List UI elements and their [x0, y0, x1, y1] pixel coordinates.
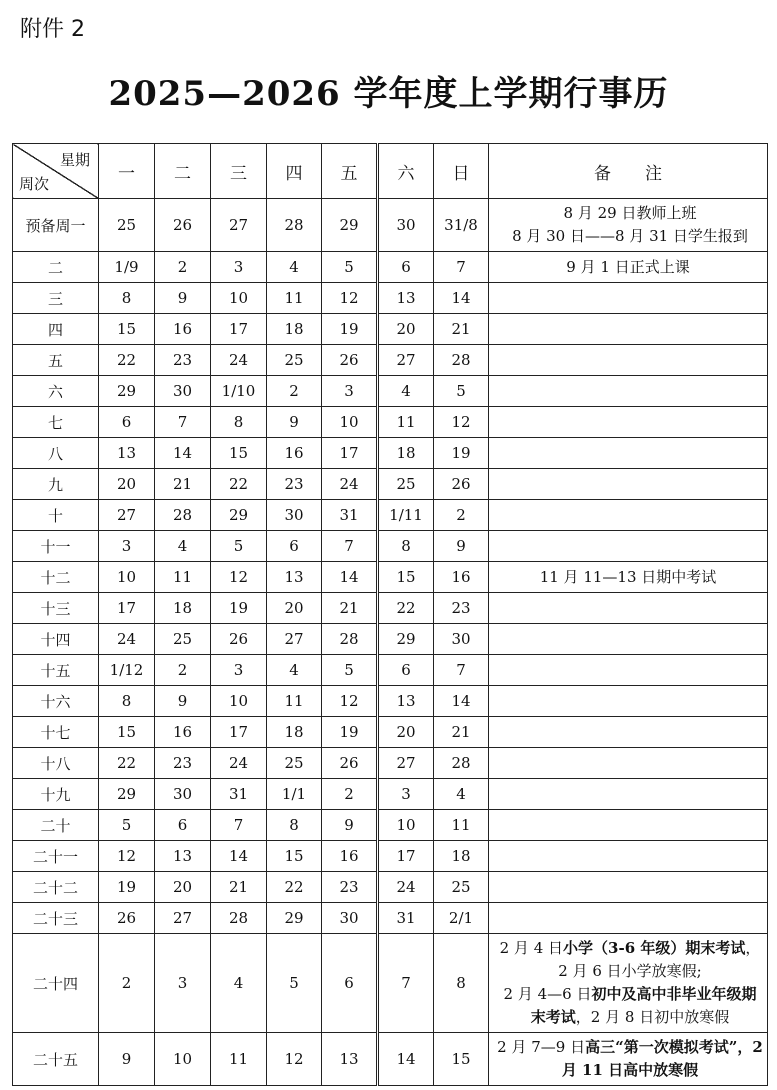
note-line: 9 月 1 日正式上课: [566, 258, 690, 276]
date-cell: 8: [378, 531, 434, 562]
week-number-cell: 二十五: [13, 1033, 99, 1086]
week-number-cell: 八: [13, 438, 99, 469]
date-cell: 8: [434, 934, 489, 1033]
note-bold: 高三“第一次模拟考试”，2 月 11 日高中放寒假: [561, 1038, 763, 1079]
date-cell: 24: [378, 872, 434, 903]
table-row: [13, 531, 768, 562]
note-cell: [489, 345, 768, 376]
date-cell: 25: [99, 199, 155, 252]
date-cell: 11: [434, 810, 489, 841]
date-cell: 16: [322, 841, 378, 872]
date-cell: 22: [211, 469, 267, 500]
week-number-cell: 十二: [13, 562, 99, 593]
date-cell: 19: [99, 872, 155, 903]
date-cell: 9: [155, 283, 211, 314]
note-cell: [489, 934, 768, 1033]
week-number-cell: 二十三: [13, 903, 99, 934]
note-cell: [489, 376, 768, 407]
note-bold: 小学（3-6 年级）期末考试: [563, 939, 746, 957]
note-cell: [489, 500, 768, 531]
date-cell: 5: [99, 810, 155, 841]
date-cell: 10: [378, 810, 434, 841]
week-label: 周次: [19, 175, 50, 193]
note-text: ，2 月 8 日初中放寒假: [575, 1008, 730, 1026]
date-cell: 19: [434, 438, 489, 469]
date-cell: 7: [211, 810, 267, 841]
date-cell: 24: [322, 469, 378, 500]
date-cell: 1/12: [99, 655, 155, 686]
weekday-label: 星期: [59, 151, 90, 169]
date-cell: 9: [434, 531, 489, 562]
date-cell: 3: [378, 779, 434, 810]
date-cell: 18: [267, 717, 322, 748]
date-cell: 19: [211, 593, 267, 624]
date-cell: 8: [99, 283, 155, 314]
date-cell: 15: [99, 314, 155, 345]
date-cell: 5: [211, 531, 267, 562]
date-cell: 10: [211, 686, 267, 717]
date-cell: 25: [378, 469, 434, 500]
date-cell: 18: [434, 841, 489, 872]
date-cell: 29: [99, 376, 155, 407]
date-cell: 26: [155, 199, 211, 252]
header-day-tue: 二: [155, 144, 211, 199]
date-cell: 12: [267, 1033, 322, 1086]
date-cell: 14: [434, 283, 489, 314]
week-number-cell: 七: [13, 407, 99, 438]
week-number-cell: 十三: [13, 593, 99, 624]
table-row: [13, 438, 768, 469]
note-cell: [489, 199, 768, 252]
date-cell: 3: [211, 252, 267, 283]
table-row: [13, 841, 768, 872]
date-cell: 1/11: [378, 500, 434, 531]
note-cell: [489, 469, 768, 500]
date-cell: 3: [155, 934, 211, 1033]
date-cell: 17: [322, 438, 378, 469]
date-cell: 12: [211, 562, 267, 593]
date-cell: 5: [267, 934, 322, 1033]
date-cell: 31: [211, 779, 267, 810]
date-cell: 24: [99, 624, 155, 655]
date-cell: 4: [378, 376, 434, 407]
calendar-table: [12, 143, 768, 1086]
date-cell: 28: [322, 624, 378, 655]
date-cell: 11: [267, 686, 322, 717]
week-number-cell: 二十: [13, 810, 99, 841]
date-cell: 27: [267, 624, 322, 655]
date-cell: 2: [267, 376, 322, 407]
note-line: 11 月 11—13 日期中考试: [539, 568, 717, 586]
date-cell: 28: [267, 199, 322, 252]
date-cell: 30: [155, 376, 211, 407]
date-cell: 21: [434, 314, 489, 345]
date-cell: 27: [211, 199, 267, 252]
date-cell: 4: [434, 779, 489, 810]
date-cell: 2: [322, 779, 378, 810]
date-cell: 31/8: [434, 199, 489, 252]
note-cell: [489, 283, 768, 314]
date-cell: 7: [434, 655, 489, 686]
header-diagonal-cell: [13, 144, 99, 199]
header-day-sun: 日: [434, 144, 489, 199]
week-number-cell: 二十一: [13, 841, 99, 872]
date-cell: 21: [155, 469, 211, 500]
date-cell: 25: [267, 345, 322, 376]
date-cell: 1/1: [267, 779, 322, 810]
date-cell: 20: [378, 314, 434, 345]
week-number-cell: 十九: [13, 779, 99, 810]
note-bold: 初中及高中非毕业年级期末考试: [530, 985, 757, 1026]
week-number-cell: 十七: [13, 717, 99, 748]
table-row: [13, 407, 768, 438]
date-cell: 29: [322, 199, 378, 252]
date-cell: 20: [155, 872, 211, 903]
date-cell: 6: [378, 252, 434, 283]
calendar-body: [13, 199, 768, 1086]
date-cell: 12: [99, 841, 155, 872]
date-cell: 2: [155, 655, 211, 686]
date-cell: 7: [322, 531, 378, 562]
date-cell: 23: [267, 469, 322, 500]
date-cell: 7: [434, 252, 489, 283]
week-number-cell: 十: [13, 500, 99, 531]
date-cell: 9: [267, 407, 322, 438]
date-cell: 13: [378, 686, 434, 717]
table-row: [13, 562, 768, 593]
date-cell: 24: [211, 748, 267, 779]
table-row: [13, 1033, 768, 1086]
date-cell: 13: [99, 438, 155, 469]
table-row: [13, 314, 768, 345]
date-cell: 29: [378, 624, 434, 655]
date-cell: 29: [211, 500, 267, 531]
note-cell: [489, 314, 768, 345]
note-cell: [489, 562, 768, 593]
date-cell: 6: [267, 531, 322, 562]
date-cell: 2: [155, 252, 211, 283]
note-cell: [489, 407, 768, 438]
date-cell: 3: [322, 376, 378, 407]
date-cell: 26: [434, 469, 489, 500]
date-cell: 14: [211, 841, 267, 872]
table-row: [13, 252, 768, 283]
header-day-mon: 一: [99, 144, 155, 199]
date-cell: 16: [155, 314, 211, 345]
date-cell: 9: [322, 810, 378, 841]
date-cell: 30: [322, 903, 378, 934]
header-day-thu: 四: [267, 144, 322, 199]
date-cell: 16: [434, 562, 489, 593]
date-cell: 6: [322, 934, 378, 1033]
date-cell: 22: [378, 593, 434, 624]
table-row: [13, 748, 768, 779]
date-cell: 23: [155, 345, 211, 376]
date-cell: 30: [155, 779, 211, 810]
date-cell: 18: [378, 438, 434, 469]
date-cell: 5: [434, 376, 489, 407]
date-cell: 13: [322, 1033, 378, 1086]
date-cell: 21: [322, 593, 378, 624]
table-row: [13, 500, 768, 531]
date-cell: 27: [378, 345, 434, 376]
date-cell: 1/9: [99, 252, 155, 283]
note-cell: [489, 593, 768, 624]
week-number-cell: 十一: [13, 531, 99, 562]
date-cell: 10: [155, 1033, 211, 1086]
date-cell: 20: [267, 593, 322, 624]
date-cell: 25: [267, 748, 322, 779]
date-cell: 16: [267, 438, 322, 469]
week-number-cell: 预备周一: [13, 199, 99, 252]
date-cell: 8: [267, 810, 322, 841]
table-row: [13, 593, 768, 624]
header-day-wed: 三: [211, 144, 267, 199]
note-text: 2 月 4—6 日: [503, 985, 592, 1003]
date-cell: 14: [434, 686, 489, 717]
date-cell: 10: [99, 562, 155, 593]
date-cell: 7: [155, 407, 211, 438]
table-row: [13, 376, 768, 407]
note-cell: [489, 655, 768, 686]
date-cell: 24: [211, 345, 267, 376]
date-cell: 26: [322, 345, 378, 376]
note-cell: [489, 872, 768, 903]
date-cell: 17: [211, 717, 267, 748]
date-cell: 8: [211, 407, 267, 438]
date-cell: 17: [99, 593, 155, 624]
date-cell: 26: [322, 748, 378, 779]
note-cell: [489, 748, 768, 779]
date-cell: 11: [211, 1033, 267, 1086]
week-number-cell: 二十四: [13, 934, 99, 1033]
date-cell: 16: [155, 717, 211, 748]
date-cell: 26: [99, 903, 155, 934]
date-cell: 12: [434, 407, 489, 438]
date-cell: 4: [211, 934, 267, 1033]
week-number-cell: 二: [13, 252, 99, 283]
table-row: [13, 872, 768, 903]
date-cell: 11: [378, 407, 434, 438]
table-row: [13, 624, 768, 655]
note-cell: [489, 438, 768, 469]
table-row: [13, 199, 768, 252]
date-cell: 12: [322, 686, 378, 717]
table-row: [13, 717, 768, 748]
date-cell: 15: [211, 438, 267, 469]
note-cell: [489, 779, 768, 810]
date-cell: 18: [267, 314, 322, 345]
date-cell: 2: [434, 500, 489, 531]
week-number-cell: 五: [13, 345, 99, 376]
note-cell: [489, 903, 768, 934]
date-cell: 6: [378, 655, 434, 686]
date-cell: 11: [267, 283, 322, 314]
date-cell: 28: [211, 903, 267, 934]
date-cell: 8: [99, 686, 155, 717]
header-day-sat: 六: [378, 144, 434, 199]
note-cell: [489, 841, 768, 872]
date-cell: 27: [378, 748, 434, 779]
date-cell: 30: [378, 199, 434, 252]
date-cell: 14: [378, 1033, 434, 1086]
date-cell: 23: [322, 872, 378, 903]
date-cell: 1/10: [211, 376, 267, 407]
date-cell: 20: [99, 469, 155, 500]
week-number-cell: 九: [13, 469, 99, 500]
note-cell: [489, 717, 768, 748]
date-cell: 15: [378, 562, 434, 593]
date-cell: 26: [211, 624, 267, 655]
date-cell: 3: [99, 531, 155, 562]
date-cell: 29: [267, 903, 322, 934]
date-cell: 25: [155, 624, 211, 655]
date-cell: 4: [267, 655, 322, 686]
date-cell: 14: [155, 438, 211, 469]
week-number-cell: 四: [13, 314, 99, 345]
date-cell: 2: [99, 934, 155, 1033]
note-line: 8 月 30 日——8 月 31 日学生报到: [512, 227, 748, 245]
date-cell: 13: [267, 562, 322, 593]
note-cell: [489, 686, 768, 717]
table-row: [13, 469, 768, 500]
date-cell: 15: [434, 1033, 489, 1086]
date-cell: 17: [378, 841, 434, 872]
date-cell: 22: [267, 872, 322, 903]
date-cell: 4: [267, 252, 322, 283]
date-cell: 27: [99, 500, 155, 531]
note-cell: [489, 624, 768, 655]
date-cell: 19: [322, 717, 378, 748]
date-cell: 19: [322, 314, 378, 345]
date-cell: 10: [322, 407, 378, 438]
date-cell: 7: [378, 934, 434, 1033]
week-number-cell: 六: [13, 376, 99, 407]
date-cell: 31: [322, 500, 378, 531]
date-cell: 9: [155, 686, 211, 717]
date-cell: 25: [434, 872, 489, 903]
page-title: 2025—2026 学年度上学期行事历: [108, 74, 669, 114]
date-cell: 5: [322, 655, 378, 686]
header-notes: 备 注: [489, 144, 768, 199]
date-cell: 22: [99, 345, 155, 376]
note-line: 8 月 29 日教师上班: [563, 204, 697, 222]
week-number-cell: 十五: [13, 655, 99, 686]
date-cell: 6: [155, 810, 211, 841]
header-row: [13, 144, 768, 199]
table-row: [13, 779, 768, 810]
date-cell: 15: [99, 717, 155, 748]
date-cell: 13: [155, 841, 211, 872]
date-cell: 30: [267, 500, 322, 531]
table-row: [13, 903, 768, 934]
date-cell: 10: [211, 283, 267, 314]
date-cell: 5: [322, 252, 378, 283]
note-text: 2 月 7—9 日: [497, 1038, 586, 1056]
date-cell: 15: [267, 841, 322, 872]
date-cell: 9: [99, 1033, 155, 1086]
date-cell: 28: [434, 748, 489, 779]
week-number-cell: 二十二: [13, 872, 99, 903]
date-cell: 21: [211, 872, 267, 903]
date-cell: 4: [155, 531, 211, 562]
note-cell: [489, 531, 768, 562]
date-cell: 2/1: [434, 903, 489, 934]
date-cell: 22: [99, 748, 155, 779]
date-cell: 29: [99, 779, 155, 810]
table-row: [13, 345, 768, 376]
week-number-cell: 十八: [13, 748, 99, 779]
date-cell: 30: [434, 624, 489, 655]
header-day-fri: 五: [322, 144, 378, 199]
date-cell: 3: [211, 655, 267, 686]
date-cell: 17: [211, 314, 267, 345]
table-row: [13, 810, 768, 841]
date-cell: 21: [434, 717, 489, 748]
table-row: [13, 686, 768, 717]
note-cell: [489, 810, 768, 841]
date-cell: 31: [378, 903, 434, 934]
date-cell: 6: [99, 407, 155, 438]
date-cell: 27: [155, 903, 211, 934]
date-cell: 11: [155, 562, 211, 593]
note-text: ，2 月 6 日小学放寒假;: [558, 939, 761, 980]
table-row: [13, 655, 768, 686]
date-cell: 14: [322, 562, 378, 593]
note-cell: [489, 252, 768, 283]
note-text: 2 月 4 日: [499, 939, 564, 957]
week-number-cell: 十四: [13, 624, 99, 655]
date-cell: 23: [155, 748, 211, 779]
date-cell: 18: [155, 593, 211, 624]
date-cell: 13: [378, 283, 434, 314]
note-cell: [489, 1033, 768, 1086]
week-number-cell: 三: [13, 283, 99, 314]
date-cell: 28: [434, 345, 489, 376]
attachment-label: 附件 2: [20, 17, 85, 42]
table-row: [13, 283, 768, 314]
week-number-cell: 十六: [13, 686, 99, 717]
table-row: [13, 934, 768, 1033]
date-cell: 23: [434, 593, 489, 624]
date-cell: 28: [155, 500, 211, 531]
date-cell: 20: [378, 717, 434, 748]
date-cell: 12: [322, 283, 378, 314]
